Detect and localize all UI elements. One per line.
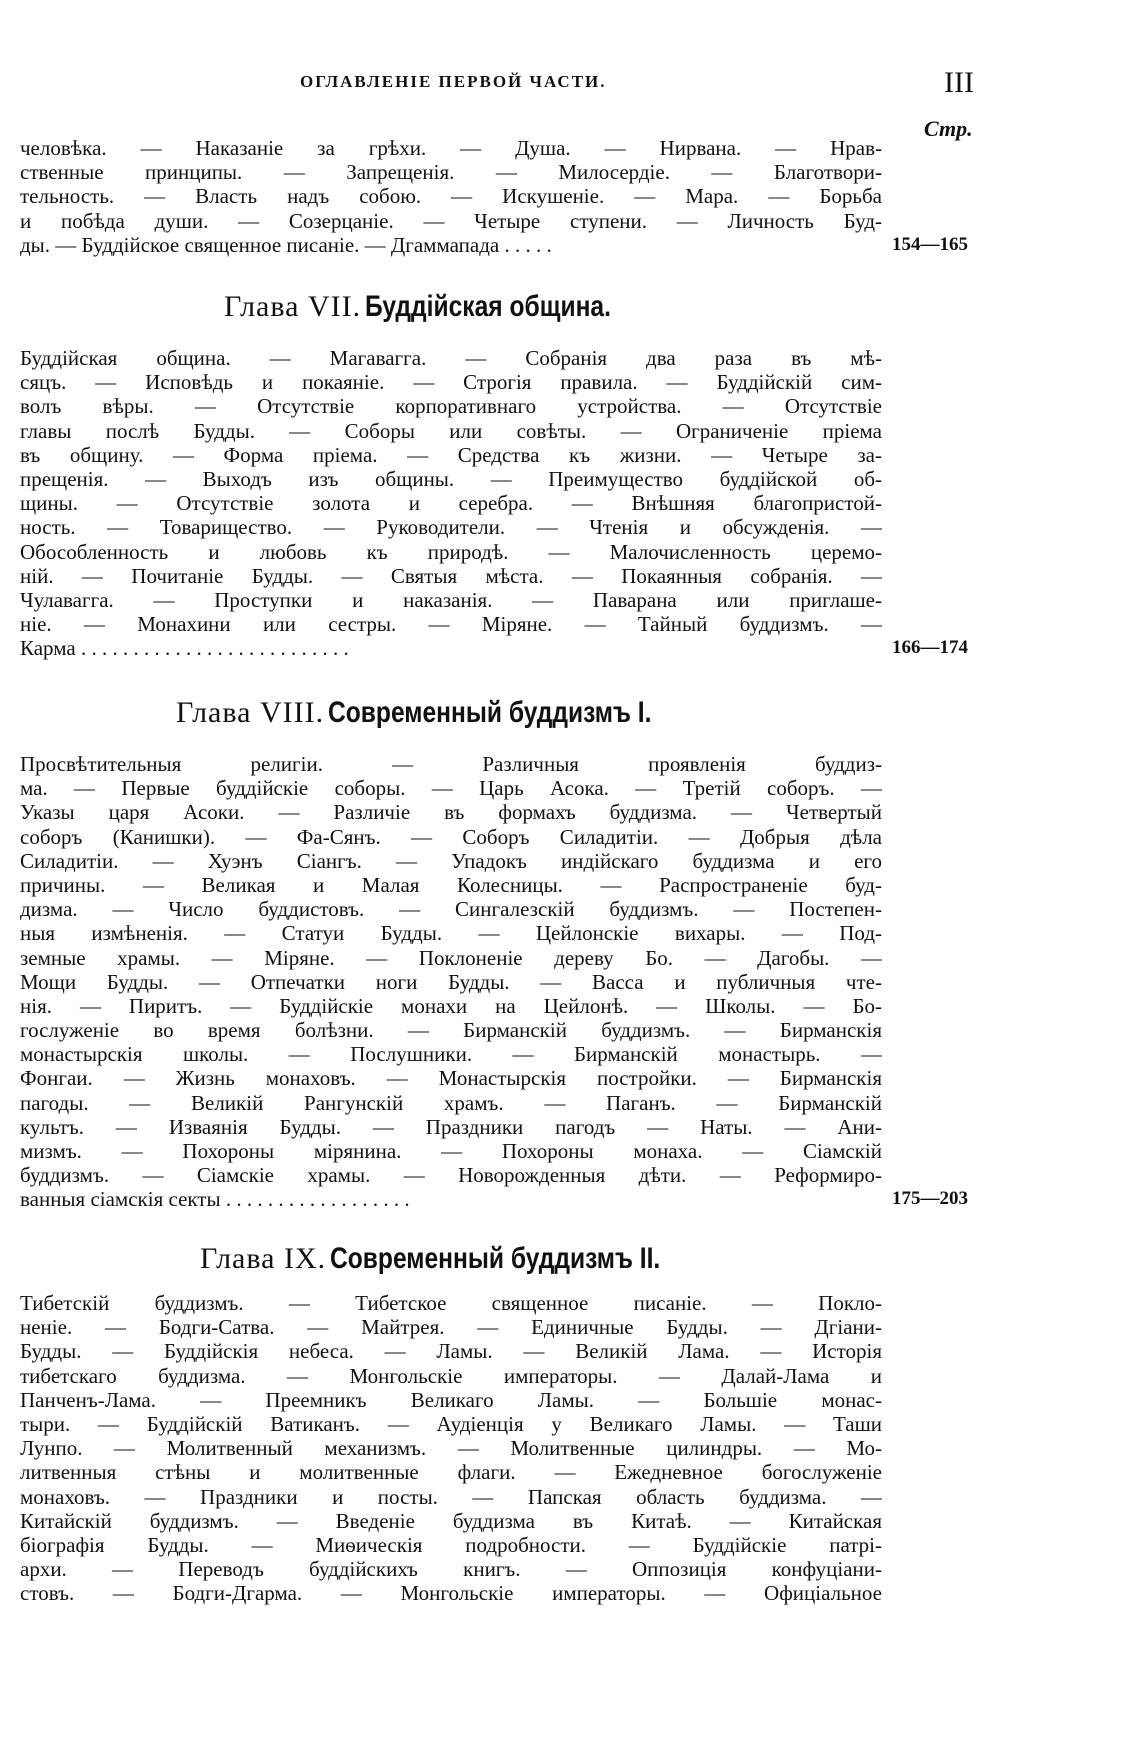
toc-line: [20, 1091, 990, 1115]
toc-line: [20, 370, 990, 394]
toc-line-text: стовъ. — Бодги-Дгарма. — Монгольскіе императоры. — Офиціальное: [20, 1581, 882, 1606]
toc-line: [20, 394, 990, 418]
toc-line: [20, 564, 990, 588]
toc-line-text: тыри. — Буддійскій Ватиканъ. — Аудіенція у Великаго Ламы. — Таши: [20, 1411, 882, 1436]
toc-line-text: волъ вѣры. — Отсутствіе корпоративнаго устройства. — Отсутствіе: [20, 394, 882, 419]
toc-line: [20, 443, 990, 467]
toc-line-text: Силадитіи. — Хуэнъ Сіангъ. — Упадокъ индійскаго буддизма и его: [20, 848, 882, 873]
toc-line: [20, 1115, 990, 1139]
toc-line: [20, 491, 990, 515]
toc-line: [20, 209, 990, 233]
toc-line-text: человѣка. — Наказаніе за грѣхи. — Душа. — Нирвана. — Нрав-: [20, 136, 882, 160]
toc-line-text: Китайскій буддизмъ. — Введеніе буддизма въ Китаѣ. — Китайская: [20, 1508, 882, 1533]
toc-line: [20, 1163, 990, 1187]
toc-line: [20, 233, 990, 257]
toc-line-text: Мощи Будды. — Отпечатки ноги Будды. — Васса и публичныя чте-: [20, 969, 882, 994]
toc-line-text: литвенныя стѣны и молитвенные флаги. — Ежедневное богослуженіе: [20, 1460, 882, 1485]
chapter-title: Современный буддизмъ II.: [330, 1242, 661, 1275]
toc-line: [20, 1339, 990, 1363]
toc-line-text: тельность. — Власть надъ собою. — Искушеніе. — Мара. — Борьба: [20, 184, 882, 209]
toc-line: [20, 1042, 990, 1066]
toc-line-text: культъ. — Изваянія Будды. — Праздники пагодъ — Наты. — Ани-: [20, 1114, 882, 1139]
toc-line: [20, 1485, 990, 1509]
chapter-heading-9: [200, 1242, 733, 1276]
toc-line-text: ныя измѣненія. — Статуи Будды. — Цейлонскіе вихары. — Под-: [20, 921, 882, 946]
chapter-title: Буддійская община.: [365, 290, 612, 323]
toc-entry-chapter-8: [20, 752, 990, 1212]
toc-line-text: монастырскія школы. — Послушники. — Бирманскій монастырь. —: [20, 1042, 882, 1067]
toc-line-text: Просвѣтительныя религіи. — Различныя проявленія буддиз-: [20, 752, 882, 776]
toc-line-text: Карма . . . . . . . . . . . . . . . . . . . . . . . . . .: [20, 636, 349, 661]
toc-line-text: архи. — Переводъ буддійскихъ книгъ. — Оппозиція конфуціани-: [20, 1557, 882, 1582]
toc-line-text: Буддійская община. — Магавагга. — Собранія два раза въ мѣ-: [20, 346, 882, 370]
toc-line-text: ванныя сіамскія секты . . . . . . . . . . . . . . . . . .: [20, 1187, 410, 1212]
toc-line: [20, 588, 990, 612]
page-range: 166—174: [892, 637, 968, 659]
toc-line: [20, 1315, 990, 1339]
toc-line: [20, 636, 990, 660]
toc-line: [20, 184, 990, 208]
toc-line: [20, 1581, 990, 1605]
toc-line: [20, 540, 990, 564]
running-title: ОГЛАВЛЕНІЕ ПЕРВОЙ ЧАСТИ.: [300, 72, 607, 91]
toc-line: [20, 752, 990, 776]
toc-line-text: ма. — Первые буддійскіе соборы. — Царь Асока. — Третій соборъ. —: [20, 776, 882, 801]
toc-entry-chapter-7: [20, 346, 990, 660]
toc-line: [20, 946, 990, 970]
chapter-heading-7: [224, 290, 665, 324]
toc-line-text: земные храмы. — Міряне. — Поклоненіе дереву Бо. — Дагобы. —: [20, 945, 882, 970]
toc-line-text: Лунпо. — Молитвенный механизмъ. — Молитвенные цилиндры. — Мо-: [20, 1436, 882, 1461]
toc-line: [20, 1018, 990, 1042]
toc-line: [20, 612, 990, 636]
toc-line-text: и побѣда души. — Созерцаніе. — Четыре ступени. — Личность Буд-: [20, 208, 882, 233]
toc-line: [20, 1291, 990, 1315]
toc-line-text: пагоды. — Великій Рангунскій храмъ. — Паганъ. — Бирманскій: [20, 1090, 882, 1115]
toc-line: [20, 346, 990, 370]
toc-line-text: соборъ (Канишки). — Фа-Сянъ. — Соборъ Силадитіи. — Добрыя дѣла: [20, 824, 882, 849]
toc-line-text: гослуженіе во время болѣзни. — Бирманскій буддизмъ. — Бирманскія: [20, 1018, 882, 1043]
page-column-label: Стр.: [924, 116, 973, 141]
toc-line-text: въ общину. — Форма пріема. — Средства къ жизни. — Четыре за-: [20, 442, 882, 467]
toc-entry-chapter-9: [20, 1291, 990, 1605]
toc-line: [20, 136, 990, 160]
toc-line: [20, 921, 990, 945]
chapter-title: Современный буддизмъ I.: [328, 696, 652, 729]
toc-line-text: ды. — Буддійское священное писаніе. — Дгаммапада . . . . .: [20, 232, 552, 257]
toc-line-text: Будды. — Буддійскія небеса. — Ламы. — Великій Лама. — Исторія: [20, 1339, 882, 1364]
toc-line: [20, 825, 990, 849]
toc-line-text: неніе. — Бодги-Сатва. — Майтрея. — Единичные Будды. — Дгіани-: [20, 1315, 882, 1340]
toc-line: [20, 1388, 990, 1412]
toc-line: [20, 1436, 990, 1460]
toc-line-text: Тибетскій буддизмъ. — Тибетское священное писаніе. — Покло-: [20, 1291, 882, 1315]
toc-line: [20, 1187, 990, 1211]
chapter-label: Глава VII.: [224, 290, 362, 323]
toc-line: [20, 467, 990, 491]
toc-line-text: Указы царя Асоки. — Различіе въ формахъ буддизма. — Четвертый: [20, 800, 882, 825]
toc-line: [20, 897, 990, 921]
toc-line-text: Фонгаи. — Жизнь монаховъ. — Монастырскія постройки. — Бирманскія: [20, 1066, 882, 1091]
toc-line-text: причины. — Великая и Малая Колесницы. — Распространеніе буд-: [20, 872, 882, 897]
toc-line: [20, 849, 990, 873]
toc-line-text: мизмъ. — Похороны мірянина. — Похороны монаха. — Сіамскій: [20, 1139, 882, 1163]
toc-line: [20, 1364, 990, 1388]
toc-line-text: буддизмъ. — Сіамскіе храмы. — Новорожденныя дѣти. — Реформиро-: [20, 1163, 882, 1188]
chapter-label: Глава IX.: [200, 1242, 327, 1275]
toc-line-text: Обособленность и любовь къ природѣ. — Малочисленность церемо-: [20, 539, 882, 564]
toc-line-text: Чулавагга. — Проступки и наказанія. — Паварана или приглаше-: [20, 587, 882, 612]
toc-line-text: главы послѣ Будды. — Соборы или совѣты. — Ограниченіе пріема: [20, 418, 882, 443]
toc-line: [20, 1139, 990, 1163]
toc-line-text: прещенія. — Выходъ изъ общины. — Преимущество буддійской об-: [20, 466, 882, 491]
chapter-label: Глава VIII.: [176, 696, 325, 729]
toc-line: [20, 1557, 990, 1581]
page-range: 175—203: [892, 1188, 968, 1210]
toc-line-text: ственные принципы. — Запрещенія. — Милосердіе. — Благотвори-: [20, 160, 882, 185]
toc-line-text: біографія Будды. — Миѳическія подробности. — Буддійскіе патрі-: [20, 1532, 882, 1557]
toc-line-text: дизма. — Число буддистовъ. — Сингалезскій буддизмъ. — Постепен-: [20, 897, 882, 922]
toc-line-text: щины. — Отсутствіе золота и серебра. — Внѣшняя благопристой-: [20, 491, 882, 516]
toc-line: [20, 800, 990, 824]
toc-line: [20, 1460, 990, 1484]
toc-line: [20, 1412, 990, 1436]
toc-line: [20, 419, 990, 443]
toc-line: [20, 994, 990, 1018]
toc-line-text: монаховъ. — Праздники и посты. — Папская область буддизма. —: [20, 1484, 882, 1509]
toc-line-text: Панченъ-Лама. — Преемникъ Великаго Ламы. — Большіе монас-: [20, 1387, 882, 1412]
toc-line-text: сяцъ. — Исповѣдь и покаяніе. — Строгія правила. — Буддійскій сим-: [20, 370, 882, 395]
toc-line: [20, 1509, 990, 1533]
page-number: III: [944, 66, 974, 99]
toc-line: [20, 160, 990, 184]
toc-line: [20, 776, 990, 800]
toc-line-text: ніе. — Монахини или сестры. — Міряне. — Тайный буддизмъ. —: [20, 612, 882, 637]
toc-line-text: тибетскаго буддизма. — Монгольскіе императоры. — Далай-Лама и: [20, 1363, 882, 1388]
toc-line-text: ность. — Товарищество. — Руководители. — Чтенія и обсужденія. —: [20, 515, 882, 540]
toc-line: [20, 515, 990, 539]
toc-line: [20, 873, 990, 897]
toc-line: [20, 1066, 990, 1090]
toc-line: [20, 1533, 990, 1557]
toc-line: [20, 970, 990, 994]
page-range: 154—165: [892, 233, 968, 255]
toc-line-text: ній. — Почитаніе Будды. — Святыя мѣста. — Покаянныя собранія. —: [20, 563, 882, 588]
chapter-heading-8: [176, 696, 723, 730]
toc-line-text: нія. — Пиритъ. — Буддійскіе монахи на Цейлонѣ. — Школы. — Бо-: [20, 993, 882, 1018]
toc-entry-continuation: [20, 136, 990, 257]
